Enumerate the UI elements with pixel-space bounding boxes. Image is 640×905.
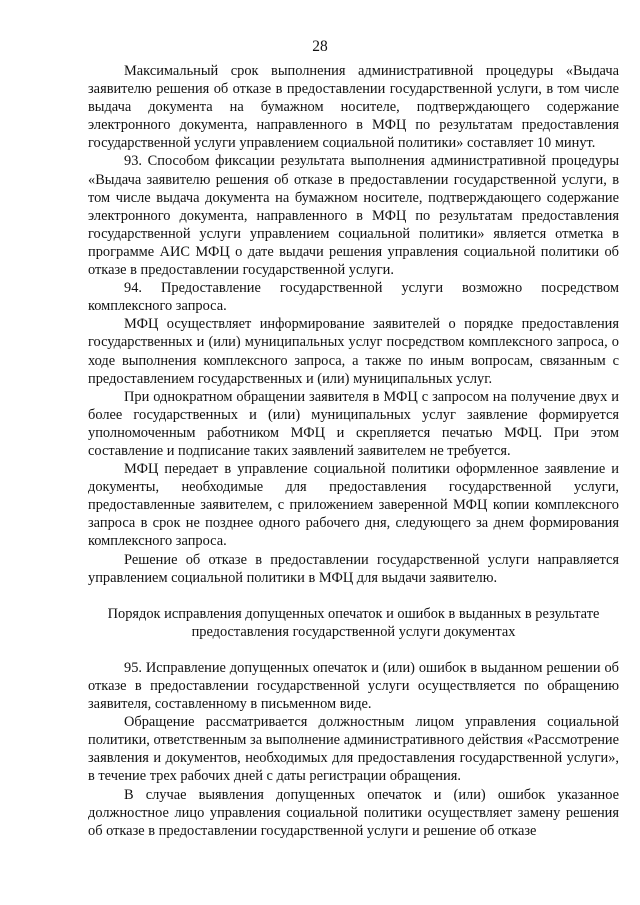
paragraph-single-request: При однократном обращении заявителя в МФЦ с запросом на получение двух и более государственных и (или) муниципальных услуг заявление формируется уполномоченным работником МФЦ и скрепляется печатью МФЦ. При этом составление и подписание таких заявлений заявителем не требуется. — [88, 388, 619, 459]
paragraph-max-term: Максимальный срок выполнения административной процедуры «Выдача заявителю решения об отказе в предоставлении государственной услуги, в том числе выдача документа на бумажном носителе, подтверждающего содержание электронного документа, направленного в МФЦ по результатам предоставления государственной услуги управлением социальной политики» составляет 10 минут. — [88, 63, 619, 152]
paragraph-93: 93. Способом фиксации результата выполнения административной процедуры «Выдача заявителю решения об отказе в предоставлении государственной услуги, в том числе выдача документа на бумажном носителе, подтверждающего содержание электронного документа, направленного в МФЦ по результатам предоставления государственной услуги управлением социальной политики» является отметка в программе АИС МФЦ о дате выдачи решения управления социальной политики об отказе в предоставлении государственной услуги. — [88, 153, 619, 279]
paragraph-review: Обращение рассматривается должностным лицом управления социальной политики, ответственным за выполнение административного действия «Рассмотрение заявления и документов, необходимых для предоставления государственной услуги», в течение трех рабочих дней с даты регистрации обращения. — [88, 714, 619, 785]
paragraph-refusal-decision: Решение об отказе в предоставлении государственной услуги направляется управлением социальной политики в МФЦ для выдачи заявителю. — [88, 551, 619, 586]
paragraph-94: 94. Предоставление государственной услуги возможно посредством комплексного запроса. — [88, 280, 619, 315]
paragraph-mfc-informing: МФЦ осуществляет информирование заявителей о порядке предоставления государственных и (или) муниципальных услуг посредством комплексного запроса, о ходе выполнения комплексного запроса, а также по иным вопросам, связанным с предоставлением государственных и (или) муниципальных услуг. — [88, 316, 619, 387]
paragraph-correction: В случае выявления допущенных опечаток и (или) ошибок указанное должностное лицо управления социальной политики осуществляет замену решения об отказе в предоставлении государственной услуги и решение об отказе — [88, 786, 619, 839]
section-heading: Порядок исправления допущенных опечаток и ошибок в выданных в результате предоставления государственной услуги документах — [107, 605, 600, 640]
paragraph-95: 95. Исправление допущенных опечаток и (или) ошибок в выданном решении об отказе в предоставлении государственной услуги осуществляется по обращению заявителя, составленному в письменном виде. — [88, 659, 619, 713]
paragraph-mfc-transfer: МФЦ передает в управление социальной политики оформленное заявление и документы, необходимые для предоставления государственной услуги, предоставленные заявителем, с приложением заверенной МФЦ копии комплексного запроса в срок не позднее одного рабочего дня, следующего за днем формирования комплексного запроса. — [88, 461, 619, 550]
page-number: 28 — [312, 38, 328, 55]
page-content — [88, 62, 619, 840]
